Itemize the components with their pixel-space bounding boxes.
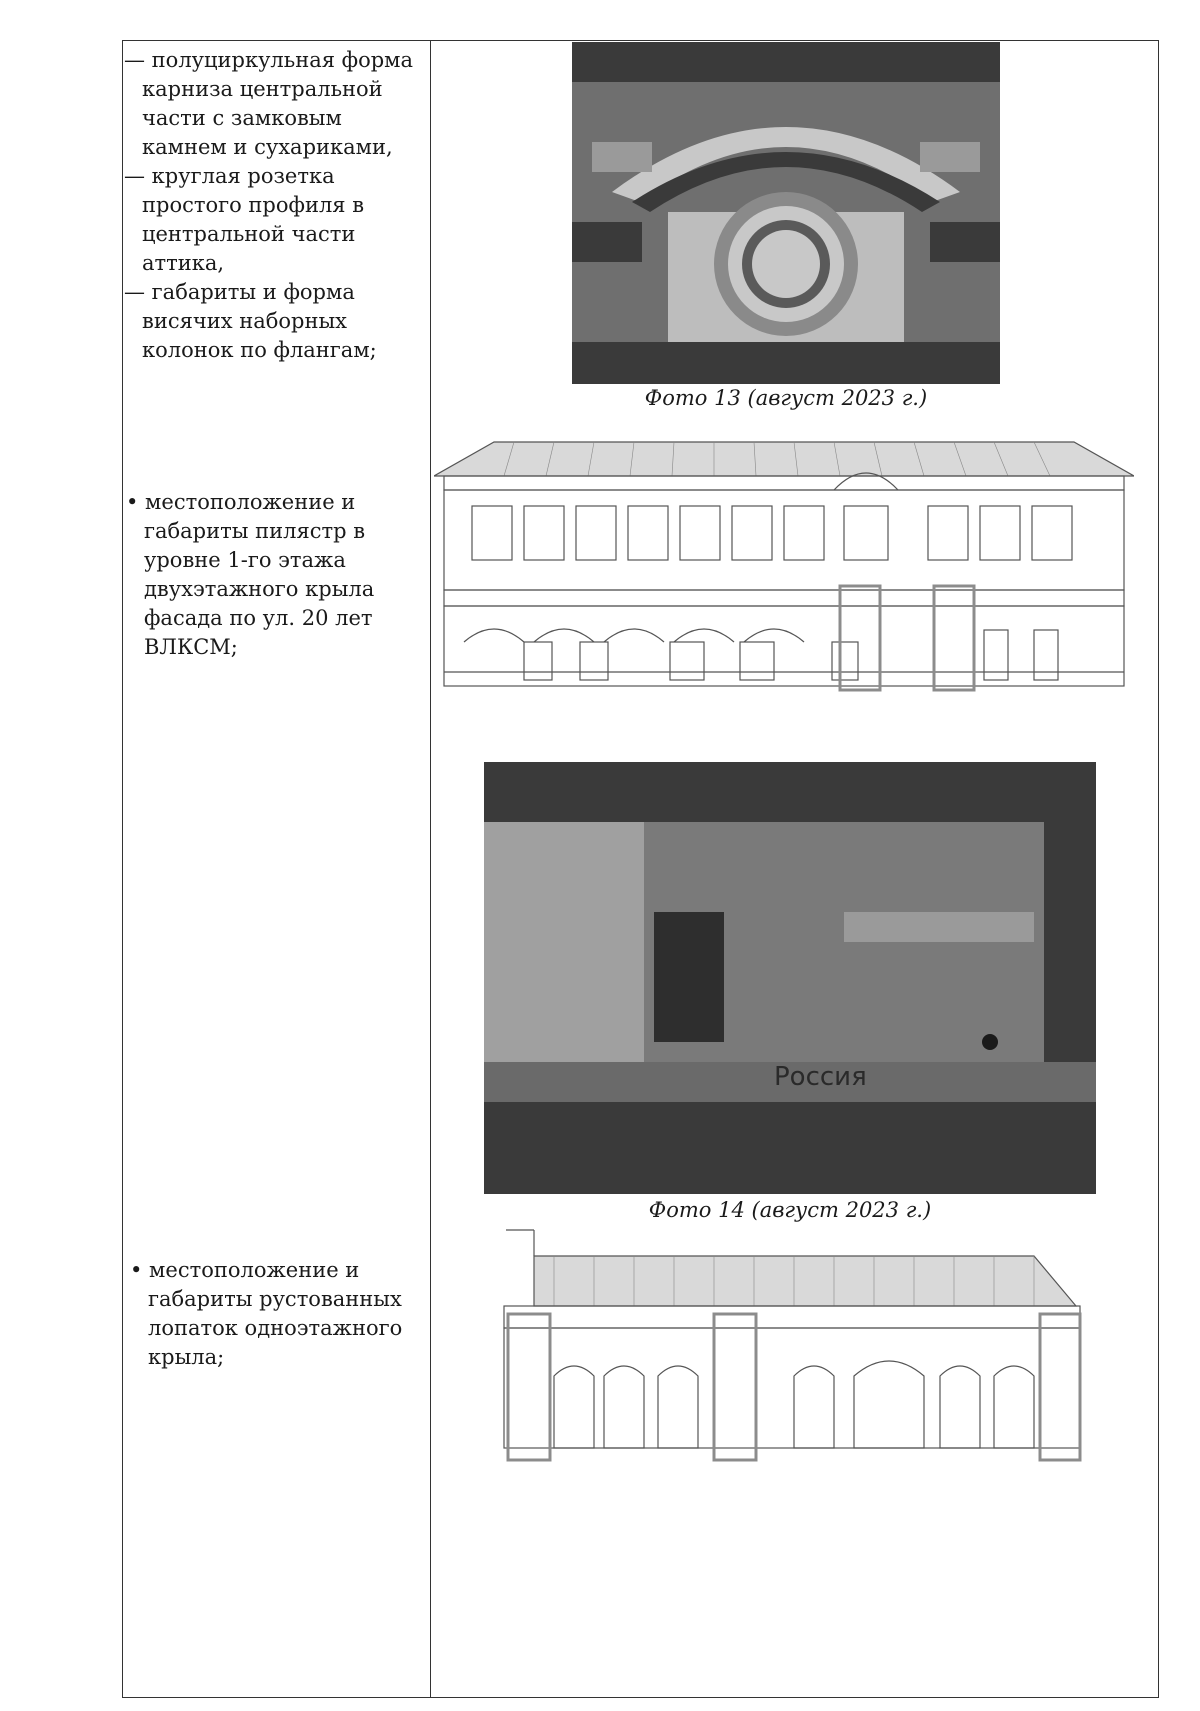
text-line: уровне 1-го этажа [144, 548, 346, 572]
text-line: карниза центральной [142, 77, 383, 101]
text-line: — габариты и форма [124, 280, 355, 304]
text-line: центральной части [142, 222, 356, 246]
column-divider [430, 40, 431, 1698]
text-line: габариты рустованных [148, 1287, 402, 1311]
photo-14 [484, 762, 1096, 1194]
text-block-pilasters [126, 488, 374, 662]
text-line: лопаток одноэтажного [148, 1316, 403, 1340]
photo-13-caption: Фото 13 (август 2023 г.) [644, 386, 928, 410]
text-line: — полуциркульная форма [124, 48, 414, 72]
photo-14-caption: Фото 14 (август 2023 г.) [648, 1198, 932, 1222]
text-line: части с замковым [142, 106, 342, 130]
text-block-lesenes [130, 1256, 402, 1372]
graffiti-text: Россия [774, 1062, 867, 1092]
text-block-cornice [124, 46, 413, 365]
text-line: габариты пилястр в [144, 519, 366, 543]
photo-13 [572, 42, 1000, 384]
text-line: фасада по ул. 20 лет [144, 606, 373, 630]
text-line: висячих наборных [142, 309, 348, 333]
text-line: простого профиля в [142, 193, 365, 217]
text-line: колонок по флангам; [142, 338, 377, 362]
text-line: крыла; [148, 1345, 225, 1369]
text-line: двухэтажного крыла [144, 577, 375, 601]
text-line: аттика, [142, 251, 225, 275]
facade-drawing-two-storey [434, 436, 1134, 694]
text-line: камнем и сухариками, [142, 135, 393, 159]
text-line: • местоположение и [126, 490, 356, 514]
facade-drawing-one-storey [494, 1226, 1090, 1476]
text-line: ВЛКСМ; [144, 635, 238, 659]
text-line: • местоположение и [130, 1258, 360, 1282]
text-line: — круглая розетка [124, 164, 335, 188]
